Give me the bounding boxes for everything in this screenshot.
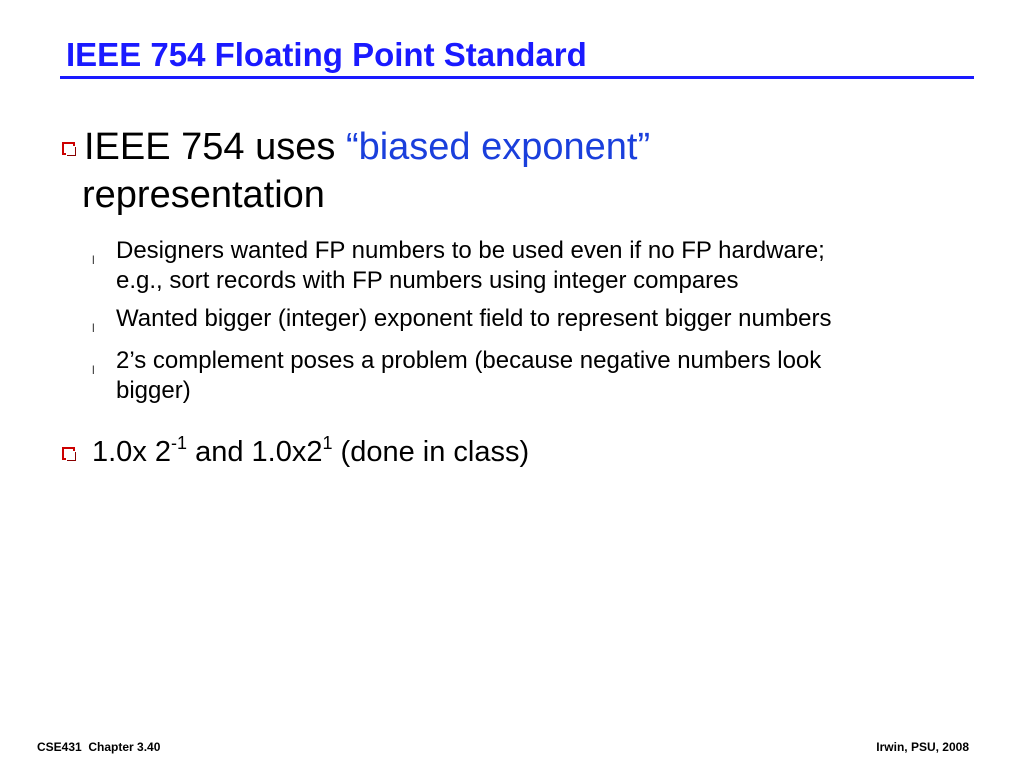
sub-bullet-marker: l — [92, 321, 95, 335]
slide-title: IEEE 754 Floating Point Standard — [66, 36, 587, 73]
sub-bullet-text — [116, 346, 976, 406]
sub-bullet-text — [116, 304, 976, 334]
bullet-1-prefix: IEEE 754 uses — [84, 126, 346, 168]
bullet-1-line-1 — [84, 124, 650, 170]
footer-credit: Irwin, PSU, 2008 — [876, 740, 969, 754]
sub-bullet-line: 2’s complement poses a problem (because negative numbers look — [116, 347, 822, 374]
title-underline — [60, 76, 974, 79]
square-bullet-icon — [62, 447, 75, 460]
sub-bullet-text — [116, 236, 976, 296]
bullet-2-text — [92, 434, 529, 470]
footer-course: CSE431 Chapter 3.40 — [37, 740, 161, 754]
square-bullet-icon — [62, 142, 75, 155]
bullet-2-part: (done in class) — [332, 436, 530, 468]
sub-bullet-line: Wanted bigger (integer) exponent field to represent bigger numbers — [116, 305, 832, 332]
sub-bullet-marker: l — [92, 253, 95, 267]
bullet-2-part: 1.0x 2 — [92, 436, 171, 468]
sub-bullet-line: Designers wanted FP numbers to be used even if no FP hardware; — [116, 237, 825, 264]
sub-bullet-line: bigger) — [116, 377, 191, 404]
sub-bullet-marker: l — [92, 363, 95, 377]
superscript: -1 — [171, 433, 188, 453]
bullet-1-line-2: representation — [82, 174, 325, 216]
bullet-2-part: and 1.0x2 — [187, 436, 323, 468]
bullet-1-accent: “biased exponent” — [345, 126, 651, 168]
sub-bullet-line: e.g., sort records with FP numbers using integer compares — [116, 267, 739, 294]
superscript: 1 — [322, 433, 333, 453]
